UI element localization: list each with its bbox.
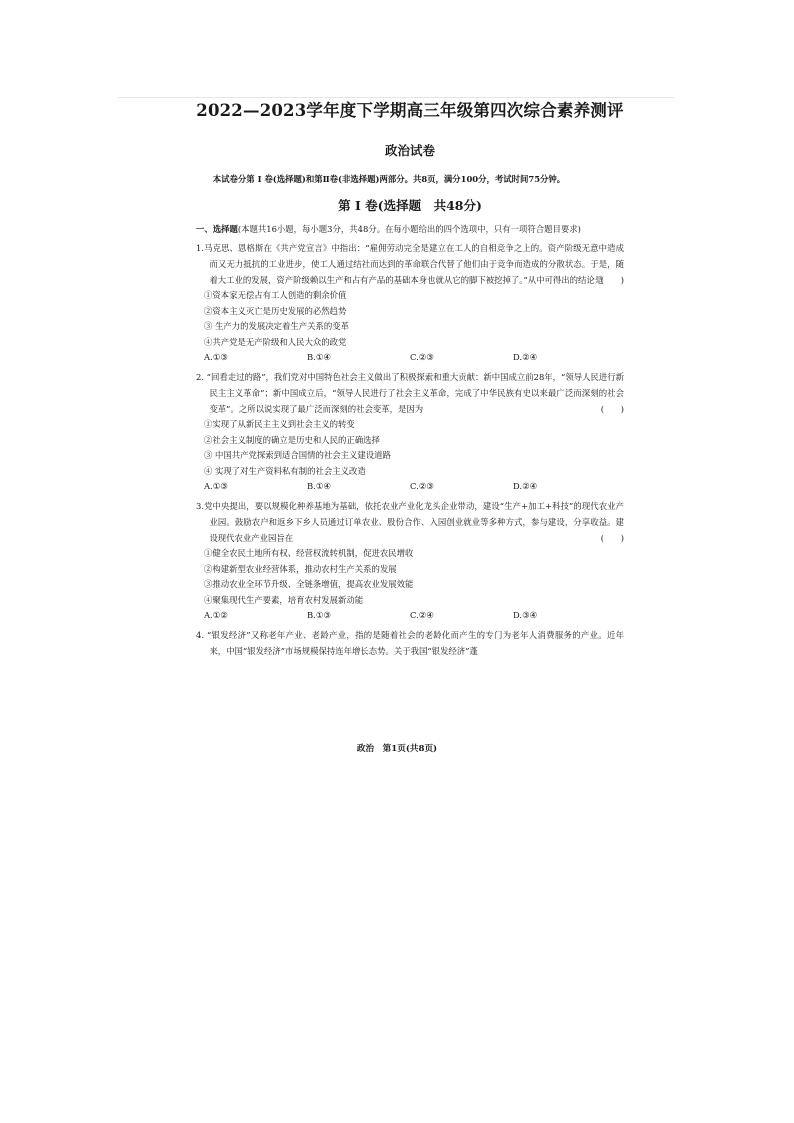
question-stem-text: 1.马克思、恩格斯在《共产党宣言》中指出：“雇佣劳动完全是建立在工人的自相竞争之上的。资产阶级无意中造成而又无力抵抗的工业进步，使工人通过结社而达到的革命联合代替了他们由于竞争而造成的分散状态。于是，随着大工业的发展，资产阶级赖以生产和占有产品的基础本身也就从它的脚下被挖掉了。”从中可得出的结论是 bbox=[196, 243, 624, 285]
page-footer: 政治 第1页(共8页) bbox=[356, 744, 438, 754]
question-stem bbox=[196, 240, 624, 288]
choice-b: B.①④ bbox=[307, 352, 331, 362]
choice-b: B.①④ bbox=[307, 481, 331, 491]
choice-a: A.①③ bbox=[204, 352, 228, 362]
question-stem-text: 4. “银发经济”又称老年产业、老龄产业，指的是随着社会的老龄化而产生的专门为老年人消费服务的产业。近年来，中国“银发经济”市场规模保持连年增长态势。关于我国“银发经济”蓬 bbox=[196, 630, 624, 656]
option: ②社会主义制度的确立是历史和人民的正确选择 bbox=[204, 434, 380, 445]
option: ②构建新型农业经营体系，推动农村生产关系的发展 bbox=[204, 563, 397, 574]
answer-choices bbox=[196, 479, 624, 494]
option: ③ 生产力的发展决定着生产关系的变革 bbox=[204, 321, 350, 331]
option: ①健全农民土地所有权、经营权流转机制，促进农民增收 bbox=[204, 548, 414, 558]
choice-a: A.①② bbox=[204, 610, 228, 620]
option: ④共产党是无产阶级和人民大众的政党 bbox=[204, 336, 347, 347]
question-stem bbox=[196, 498, 624, 546]
question-2 bbox=[196, 369, 624, 494]
choice-c: C.②③ bbox=[410, 352, 434, 362]
answer-paren: ( ) bbox=[600, 533, 624, 543]
question-4 bbox=[196, 627, 624, 659]
answer-paren: ( ) bbox=[600, 275, 624, 285]
section-title: 第 Ⅰ 卷(选择题 共48分) bbox=[338, 198, 482, 213]
choice-d: D.②④ bbox=[513, 481, 538, 491]
question-stem bbox=[196, 627, 624, 659]
question-1 bbox=[196, 240, 624, 365]
question-3 bbox=[196, 498, 624, 623]
question-stem-text: 3.党中央提出，要以规模化种养基地为基础，依托农业产业化龙头企业带动，建设“生产+加工+科技”的现代农业产业园。鼓励农户和返乡下乡人员通过订单农业、股份合作、入园创业就业等多种方式，参与建设，分享收益。建设现代农业产业园旨在 bbox=[196, 501, 624, 543]
instruction-label: 一、选择题 bbox=[196, 224, 238, 234]
question-stem bbox=[196, 369, 624, 417]
option: ①资本家无偿占有工人创造的剩余价值 bbox=[204, 290, 347, 300]
answer-paren: ( ) bbox=[600, 404, 624, 414]
instruction-text: (本题共16小题，每小题3分，共48分。在每小题给出的四个选项中，只有一项符合题目要求) bbox=[237, 224, 581, 234]
choice-c: C.②③ bbox=[410, 481, 434, 491]
choice-c: C.②④ bbox=[410, 610, 434, 620]
choice-d: D.③④ bbox=[513, 610, 538, 620]
top-rule bbox=[118, 97, 674, 98]
section-instruction bbox=[196, 222, 624, 236]
subject-title: 政治试卷 bbox=[384, 143, 435, 158]
question-stem-text: 2. “回看走过的路”，我们党对中国特色社会主义做出了积极探索和重大贡献：新中国成立前28年，“领导人民进行新民主主义革命”；新中国成立后，“领导人民进行了社会主义革命，完成了中华民族有史以来最广泛而深刻的社会变革”。之所以说实现了最广泛而深刻的社会变革，是因为 bbox=[196, 372, 624, 414]
answer-choices bbox=[196, 608, 624, 623]
choice-b: B.①③ bbox=[307, 610, 331, 620]
option: ①实现了从新民主主义到社会主义的转变 bbox=[204, 419, 355, 429]
choice-d: D.②④ bbox=[513, 352, 538, 362]
option: ②资本主义灭亡是历史发展的必然趋势 bbox=[204, 305, 347, 316]
option: ④聚集现代生产要素，培育农村发展新动能 bbox=[204, 594, 364, 605]
choice-a: A.①③ bbox=[204, 481, 228, 491]
option: ③推动农业全环节升级、全链条增值，提高农业发展效能 bbox=[204, 579, 414, 589]
exam-title: 2022—2023学年度下学期高三年级第四次综合素养测评 bbox=[196, 101, 624, 120]
answer-choices bbox=[196, 350, 624, 365]
option: ④ 实现了对生产资料私有制的社会主义改造 bbox=[204, 465, 366, 476]
exam-intro: 本试卷分第 Ⅰ 卷(选择题)和第Ⅱ卷(非选择题)两部分。共8页，满分100分，考试时间75分钟。 bbox=[212, 174, 566, 184]
exam-page bbox=[196, 100, 624, 659]
option: ③ 中国共产党探索到适合国情的社会主义建设道路 bbox=[204, 450, 391, 460]
